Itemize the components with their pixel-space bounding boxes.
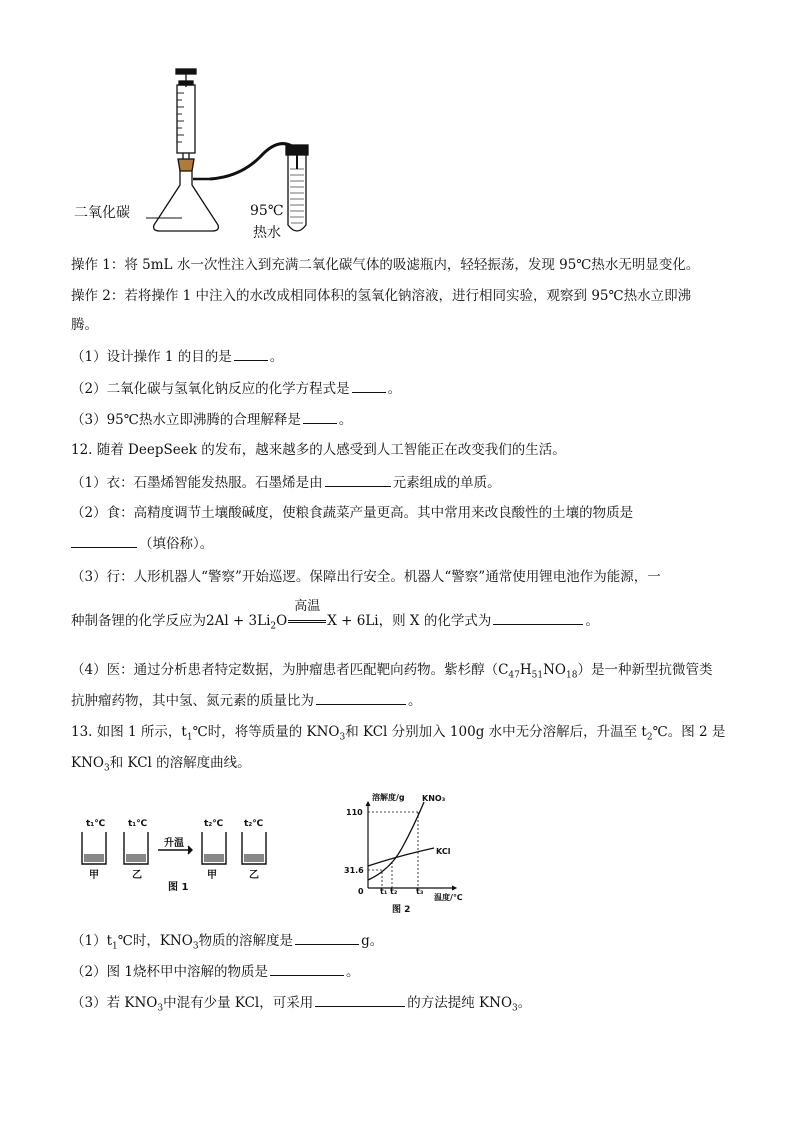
origin-label: 0	[358, 887, 364, 896]
q11-sub1: （1）设计操作 1 的目的是 。	[71, 346, 283, 367]
q13-sub1: $(1)t_1℃$时，$KNO_3$物质的溶解度是 g。	[71, 930, 383, 951]
reaction-condition: 高温	[287, 611, 327, 631]
answer-blank[interactable]	[315, 992, 405, 1007]
x-tick-t2: t₂	[390, 887, 398, 896]
kno3-curve-label: KNO₃	[422, 794, 446, 803]
answer-blank[interactable]	[325, 472, 391, 487]
equation-right: X + 6Li	[327, 613, 379, 629]
q12-sub4-cont: 抗肿瘤药物，其中氢、氮元素的质量比为 。	[71, 690, 422, 711]
y-tick-31.6: 31.6	[344, 866, 364, 875]
hot-water-label: 热水	[253, 225, 281, 241]
answer-blank[interactable]	[295, 930, 359, 945]
q12-sub4: （4）医：通过分析患者特定数据，为肿瘤患者匹配靶向药物。紫杉醇$(C_{47}H_{51}NO_{18})$是一种新型抗微管类	[71, 662, 713, 681]
answer-blank[interactable]	[303, 409, 337, 424]
beaker-temp-label: t₁℃	[128, 819, 148, 829]
beaker-figure	[74, 814, 284, 894]
q13-intro-cont: $KNO_3$和 KCl 的溶解度曲线。	[71, 755, 251, 774]
q12-sub2-cont: （填俗称）。	[71, 533, 213, 554]
heat-label: 升温	[164, 838, 184, 849]
x-tick-t3: t₃	[416, 887, 424, 896]
figure2-caption: 图 2	[392, 905, 411, 915]
q11-sub2: （2）二氧化碳与氢氧化钠反应的化学方程式是 。	[71, 378, 401, 399]
q13-sub3: （3）若 $KNO_3$中混有少量 KCl，可采用 的方法提纯 $KNO_3$。	[71, 992, 531, 1013]
q12-sub3-equation-line: 种制备锂的化学反应为$2Al + 3Li_2O$ 高温 X + 6Li，则 X 的化学式为 。	[71, 599, 599, 632]
answer-blank[interactable]	[234, 346, 268, 361]
kno3-curve	[368, 802, 424, 880]
solubility-chart	[338, 790, 488, 920]
beaker-temp-label: t₂℃	[204, 819, 224, 829]
q12-sub3: （3）行：人形机器人“警察”开始巡逻。保障出行安全。机器人“警察”通常使用锂电池作为能源，一	[71, 569, 661, 585]
operation-2-text-cont: 腾。	[71, 317, 98, 333]
x-axis-label: 温度/℃	[434, 893, 463, 902]
y-tick-110: 110	[346, 808, 363, 817]
answer-blank[interactable]	[71, 533, 137, 548]
beaker-temp-label: t₁℃	[86, 819, 106, 829]
beaker-label: 甲	[207, 870, 217, 881]
q13-intro: 13. 如图 1 所示，$t_1℃$时，将等质量的 $KNO_3$和 KCl 分别加入 100g 水中无分溶解后，升温至 $t_2℃$。图 2 是	[71, 724, 726, 743]
answer-blank[interactable]	[270, 961, 344, 976]
q12-sub1: （1）衣：石墨烯智能发热服。石墨烯是由 元素组成的单质。	[71, 472, 501, 493]
answer-blank[interactable]	[316, 690, 406, 705]
operation-1-text: 操作 1：将 5mL 水一次性注入到充满二氧化碳气体的吸滤瓶内，轻轻振荡，发现 95℃热水无明显变化。	[71, 257, 700, 273]
q13-sub2: （2）图 1烧杯甲中溶解的物质是 。	[71, 961, 359, 982]
figure1-caption: 图 1	[168, 882, 189, 893]
q12-sub2: （2）食：高精度调节土壤酸碱度，使粮食蔬菜产量更高。其中常用来改良酸性的土壤的物质是	[71, 505, 634, 521]
beaker-label: 甲	[89, 870, 99, 881]
temp-label: 95℃	[250, 203, 284, 219]
q12-intro: 12. 随着 DeepSeek 的发布，越来越多的人感受到人工智能正在改变我们的生活。	[71, 442, 566, 458]
y-axis-label: 溶解度/g	[372, 793, 405, 802]
equation-left: 2Al + 3Li	[206, 613, 271, 629]
answer-blank[interactable]	[493, 610, 583, 625]
co2-label: 二氧化碳	[74, 205, 130, 221]
kcl-curve-label: KCl	[436, 847, 451, 856]
q11-sub3: （3）95℃热水立即沸腾的合理解释是 。	[71, 409, 352, 430]
operation-2-text: 操作 2：若将操作 1 中注入的水改成相同体积的氢氧化钠溶液，进行相同实验，观察到 95℃热水立即沸	[71, 288, 692, 304]
answer-blank[interactable]	[352, 378, 386, 393]
x-tick-t1: t₁	[380, 887, 388, 896]
beaker-label: 乙	[249, 870, 259, 881]
beaker-temp-label: t₂℃	[244, 819, 264, 829]
beaker-label: 乙	[132, 870, 142, 881]
